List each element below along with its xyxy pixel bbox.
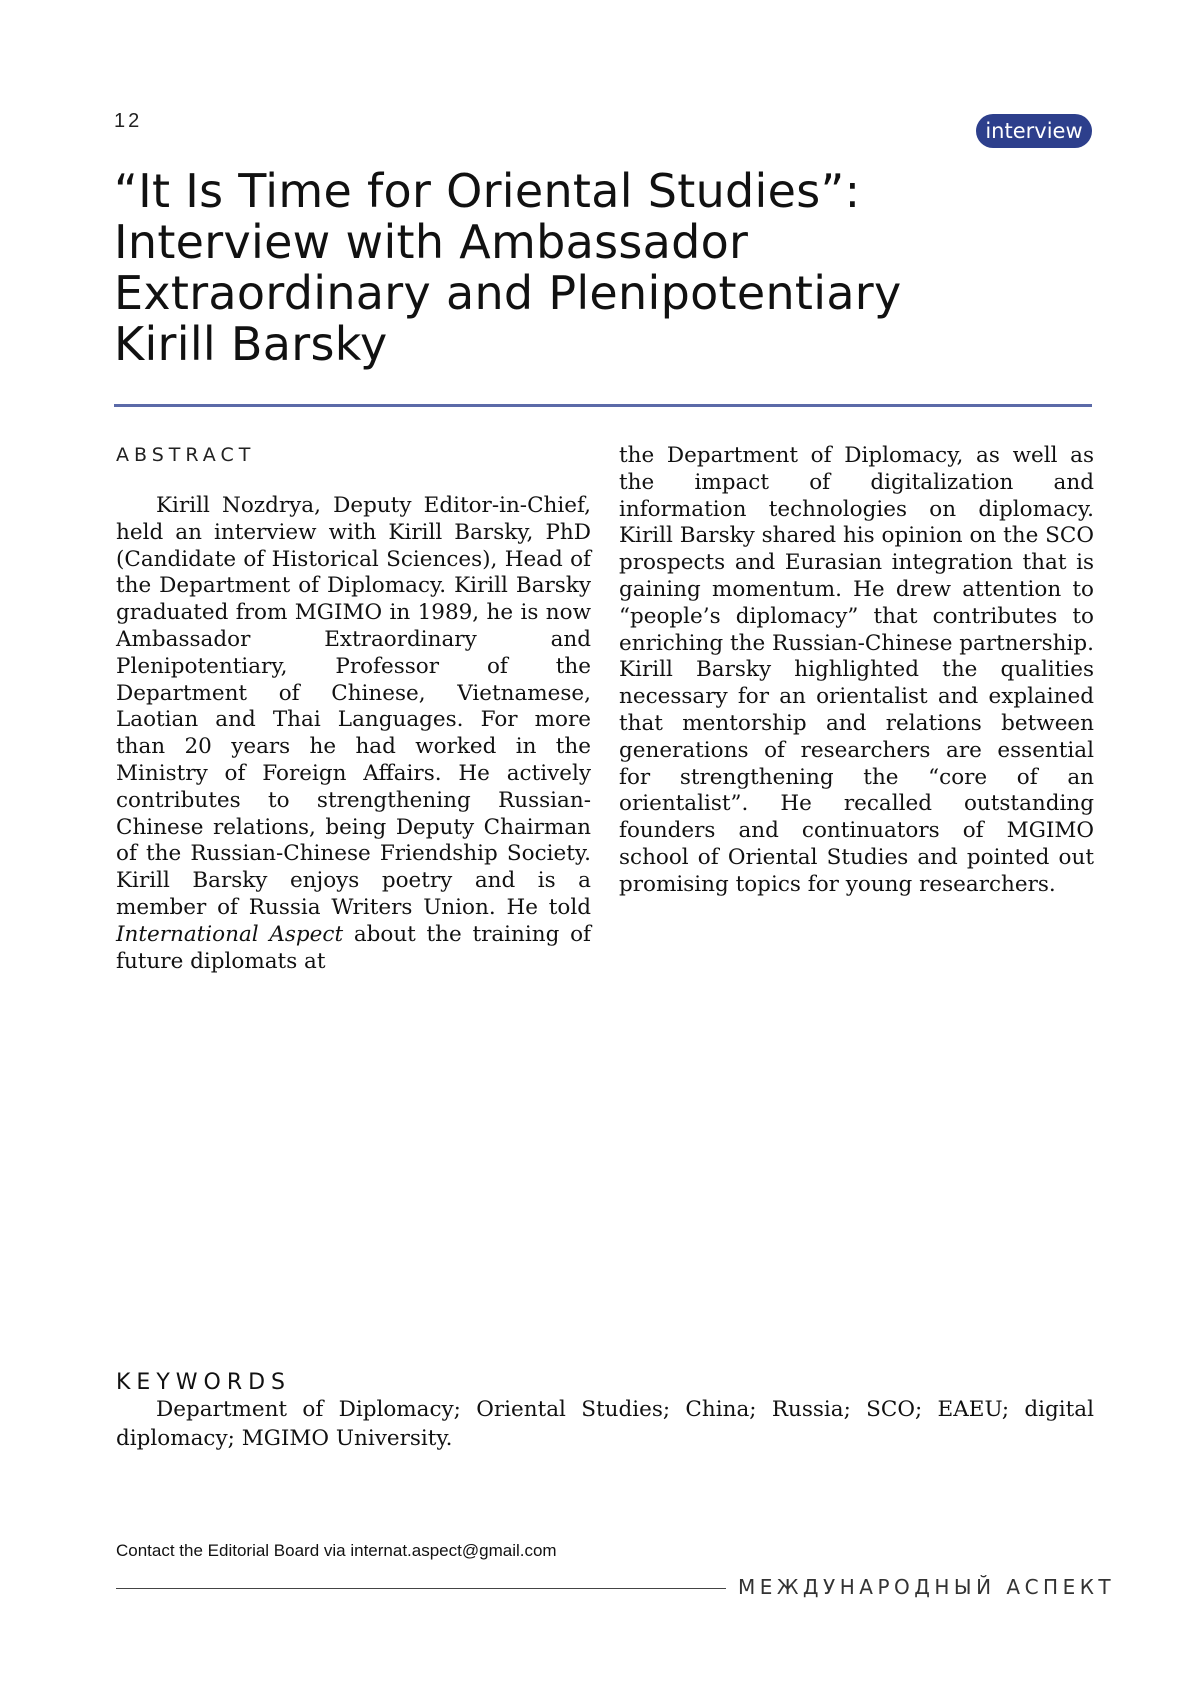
title-divider: [114, 404, 1092, 407]
abstract-column-right: the Department of Diplomacy, as well as the impact of digitalization and information technologies on diplomacy. Kirill Barsky shared his opinion on the SCO prospects and Eurasian integration that is gaining momentum. He drew attention to “people’s diplomacy” that contributes to enriching the Russian-Chinese partnership. Kirill Barsky highlighted the qualities necessary for an orientalist and explained that mentorship and relations between generations of researchers are essential for strengthening the “core of an orientalist”. He recalled outstanding founders and continuators of MGIMO school of Oriental Studies and pointed out promising topics for young researchers.: [619, 443, 1094, 897]
section-badge: interview: [976, 114, 1092, 148]
editorial-contact: Contact the Editorial Board via internat.aspect@gmail.com: [116, 1541, 557, 1560]
footer-divider: [116, 1588, 726, 1589]
abstract-column-left: [116, 493, 591, 975]
article-title-line: “It Is Time for Oriental Studies”:: [114, 164, 861, 218]
keywords-text: Department of Diplomacy; Oriental Studies; China; Russia; SCO; EAEU; digital diplomacy; MGIMO University.: [116, 1397, 1094, 1451]
abstract-heading: ABSTRACT: [116, 444, 256, 466]
keywords-heading: KEYWORDS: [116, 1370, 292, 1395]
article-title: [114, 166, 1104, 370]
article-title-line: Interview with Ambassador: [114, 215, 749, 269]
footer-journal-name: МЕЖДУНАРОДНЫЙ АСПЕКТ: [738, 1575, 1116, 1599]
article-title-line: Kirill Barsky: [114, 317, 388, 371]
abstract-text-part-2: about the training of future diplomats at: [116, 921, 591, 974]
article-title-line: Extraordinary and Plenipotentiary: [114, 266, 902, 320]
page-number: 12: [114, 110, 143, 132]
journal-name-italic: International Aspect: [116, 921, 344, 947]
abstract-text-part-1: Kirill Nozdrya, Deputy Editor-in-Chief, held an interview with Kirill Barsky, PhD (Candidate of Historical Sciences), Head of the Department of Diplomacy. Kirill Barsky graduated from MGIMO in 1989, he is now Ambassador Extraordinary and Plenipotentiary, Professor of the Department of Chinese, Vietnamese, Laotian and Thai Languages. For more than 20 years he had worked in the Ministry of Foreign Affairs. He actively contributes to strengthening Russian-Chinese relations, being Deputy Chairman of the Russian-Chinese Friendship Society. Kirill Barsky enjoys poetry and is a member of Russia Writers Union. He told: [116, 493, 591, 920]
